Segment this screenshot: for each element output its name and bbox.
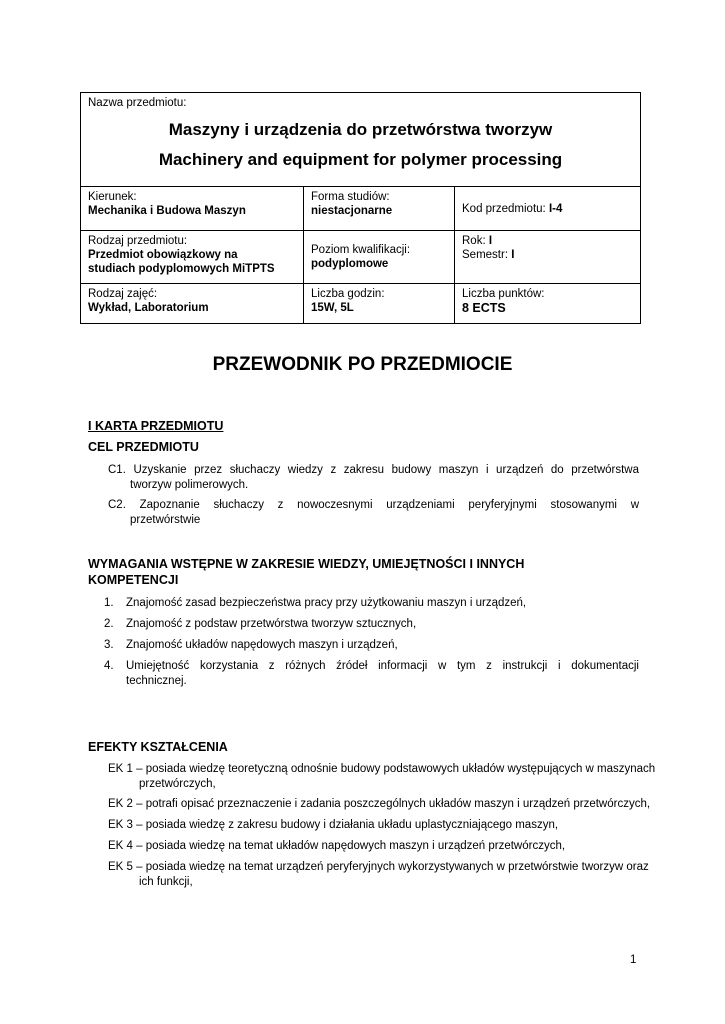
cel-item xyxy=(108,463,639,493)
poziom-cell xyxy=(304,231,455,284)
wymagania-heading-line1: WYMAGANIA WSTĘPNE W ZAKRESIE WIEDZY, UMIEJĘTNOŚCI I INNYCH xyxy=(88,557,525,571)
punktow-cell xyxy=(455,284,641,324)
zajec-cell xyxy=(81,284,304,324)
course-title-cell xyxy=(81,93,641,187)
rodzaj-label: Rodzaj przedmiotu: xyxy=(88,235,188,247)
zajec-label: Rodzaj zajęć: xyxy=(88,288,158,300)
kod-value: I-4 xyxy=(548,202,563,215)
efekt-item xyxy=(108,860,693,890)
wymaganie-text: Znajomość z podstaw przetwórstwa tworzyw sztucznych, xyxy=(126,618,417,630)
efekt-text-line1: EK 4 – posiada wiedzę na temat układów napędowych maszyn i urządzeń przetwórczych, xyxy=(108,840,566,852)
karta-heading: I KARTA PRZEDMIOTU xyxy=(88,419,224,433)
wymaganie-text: Znajomość zasad bezpieczeństwa pracy przy użytkowaniu maszyn i urządzeń, xyxy=(126,597,527,609)
cel-heading: CEL PRZEDMIOTU xyxy=(88,440,199,454)
kierunek-label: Kierunek: xyxy=(88,191,137,203)
cel-text-line2: tworzyw polimerowych. xyxy=(130,479,249,491)
course-title-pl: Maszyny i urządzenia do przetwórstwa tworzyw xyxy=(168,120,553,139)
efekt-item xyxy=(108,818,693,833)
page-number: 1 xyxy=(630,954,637,966)
efekt-text-line1: EK 3 – posiada wiedzę z zakresu budowy i działania układu uplastyczniającego maszyn, xyxy=(108,819,559,831)
cel-text-line1: Zapoznanie słuchaczy z nowoczesnymi urządzeniami peryferyjnymi stosowanymi w xyxy=(139,499,640,511)
kod-label: Kod przedmiotu: xyxy=(462,202,546,215)
efekt-text-line1: EK 1 – posiada wiedzę teoretyczną odnośnie budowy podstawowych układów występujących w maszynach xyxy=(108,763,656,775)
efekt-text-line2: przetwórczych, xyxy=(139,778,216,790)
rok-value: I xyxy=(488,235,493,247)
forma-label: Forma studiów: xyxy=(311,191,390,203)
punktow-label: Liczba punktów: xyxy=(462,288,545,300)
efekt-text-line1: EK 2 – potrafi opisać przeznaczenie i zadania poszczególnych układów maszyn i urządzeń przetwórczych, xyxy=(108,798,651,810)
wymaganie-text-line1: Umiejętność korzystania z różnych źródeł informacji w tym z instrukcji i dokumentacji xyxy=(126,660,639,672)
forma-value: niestacjonarne xyxy=(311,205,393,217)
efekt-text-line1: EK 5 – posiada wiedzę na temat urządzeń peryferyjnych wykorzystywanych w przetwórstwie tworzyw oraz xyxy=(108,861,649,873)
rodzaj-cell xyxy=(81,231,304,284)
cel-code: C2. xyxy=(108,499,126,511)
cel-text-line1: Uzyskanie przez słuchaczy wiedzy z zakresu budowy maszyn i urządzeń do przetwórstwa xyxy=(133,464,639,476)
course-name-label: Nazwa przedmiotu: xyxy=(88,97,187,109)
wymaganie-item xyxy=(126,659,639,689)
efekt-item xyxy=(108,839,693,854)
efekt-text-line2: ich funkcji, xyxy=(139,876,193,888)
wymagania-heading-line2: KOMPETENCJI xyxy=(88,573,179,587)
wymaganie-text-line2: technicznej. xyxy=(126,675,187,687)
cel-code: C1. xyxy=(108,464,126,476)
wymaganie-number: 2. xyxy=(104,618,114,630)
guide-title: PRZEWODNIK PO PRZEDMIOCIE xyxy=(212,354,513,375)
wymaganie-text: Znajomość układów napędowych maszyn i urządzeń, xyxy=(126,639,398,651)
godzin-value: 15W, 5L xyxy=(311,302,354,314)
kierunek-value: Mechanika i Budowa Maszyn xyxy=(88,205,246,217)
cel-text-line2: przetwórstwie xyxy=(130,514,201,526)
wymaganie-number: 3. xyxy=(104,639,114,651)
godzin-cell xyxy=(304,284,455,324)
zajec-value: Wykład, Laboratorium xyxy=(88,302,209,314)
semestr-value: I xyxy=(511,249,515,261)
efekt-item xyxy=(108,797,693,812)
wymaganie-number: 1. xyxy=(104,597,114,609)
course-title-en: Machinery and equipment for polymer processing xyxy=(158,150,563,169)
rodzaj-value-line2: studiach podyplomowych MiTPTS xyxy=(88,263,275,275)
kod-cell xyxy=(455,187,641,231)
efekt-item xyxy=(108,762,693,792)
rodzaj-value-line1: Przedmiot obowiązkowy na xyxy=(88,249,238,261)
wymaganie-number: 4. xyxy=(104,660,114,672)
forma-cell xyxy=(304,187,455,231)
efekty-heading: EFEKTY KSZTAŁCENIA xyxy=(88,740,228,754)
godzin-label: Liczba godzin: xyxy=(311,288,385,300)
cel-item xyxy=(108,498,639,528)
course-info-table xyxy=(80,92,641,324)
semestr-label: Semestr: xyxy=(462,249,509,261)
punktow-value: 8 ECTS xyxy=(462,301,506,315)
rok-cell xyxy=(455,231,641,284)
kierunek-cell xyxy=(81,187,304,231)
poziom-label: Poziom kwalifikacji: xyxy=(311,244,411,256)
poziom-value: podyplomowe xyxy=(311,258,389,270)
rok-label: Rok: xyxy=(462,235,486,247)
